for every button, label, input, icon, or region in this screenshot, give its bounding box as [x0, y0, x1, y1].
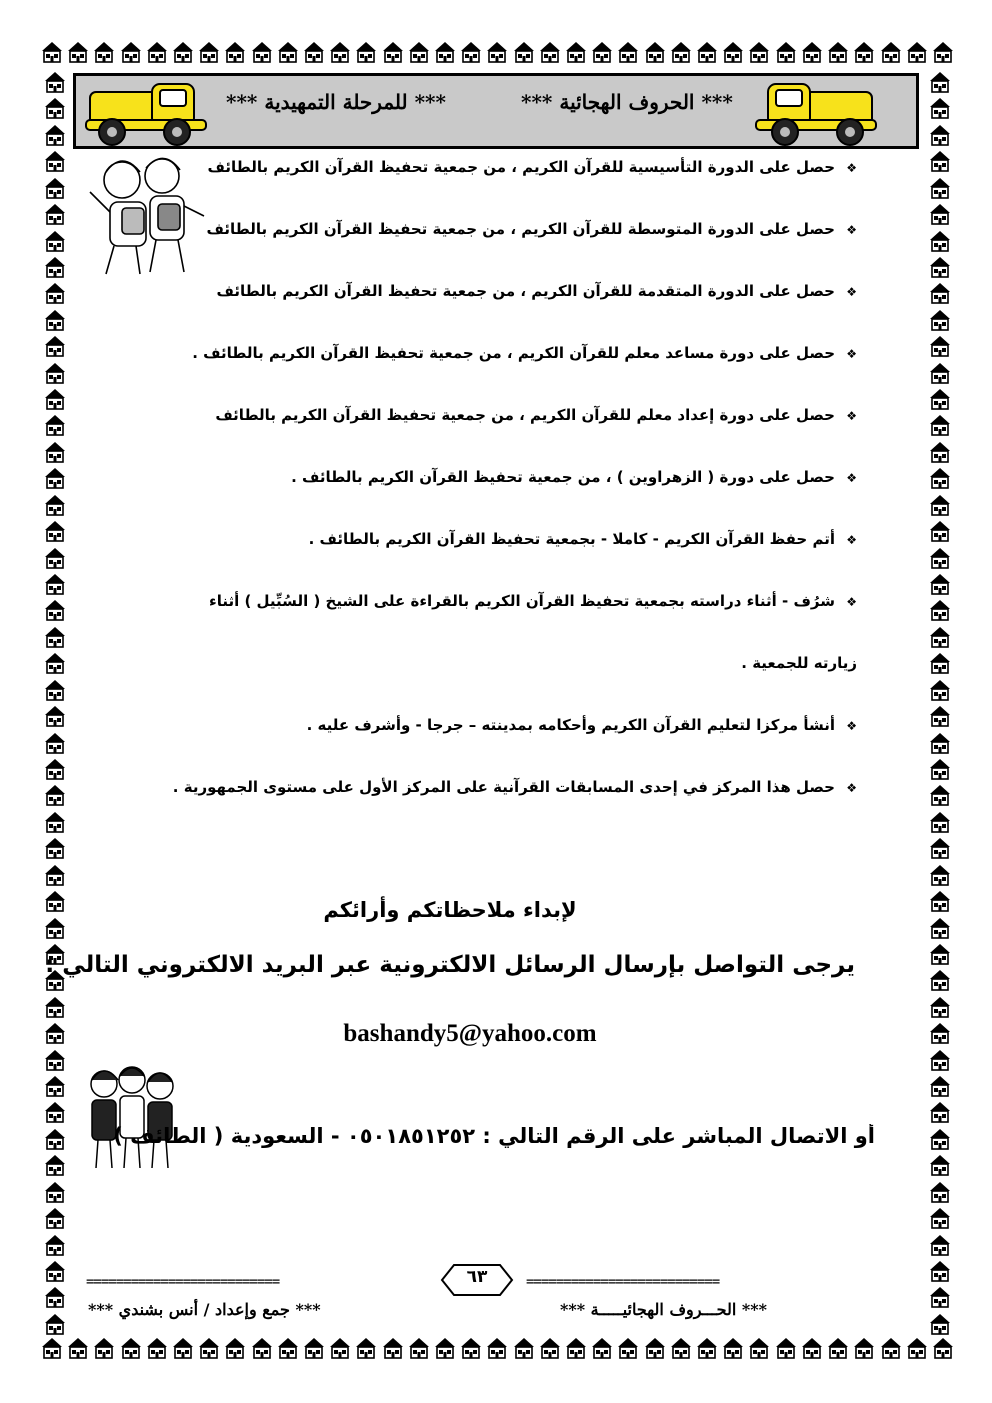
house-icon — [381, 1336, 405, 1360]
house-icon — [928, 572, 952, 596]
house-icon — [928, 96, 952, 120]
house-icon — [928, 255, 952, 279]
house-icon — [43, 123, 67, 147]
list-item: ❖ شرُف - أثناء دراسته بجمعية تحفيظ القرآن الكريم بالقراءة على الشيخ ( السُبِّيل ) أثناء — [209, 592, 857, 610]
house-icon — [43, 70, 67, 94]
house-icon — [826, 40, 850, 64]
house-icon — [43, 466, 67, 490]
house-icon — [459, 1336, 483, 1360]
house-icon — [485, 1336, 509, 1360]
house-icon — [43, 651, 67, 675]
house-icon — [276, 1336, 300, 1360]
bullet-diamond-icon: ❖ — [846, 781, 857, 795]
house-icon — [459, 40, 483, 64]
house-icon — [928, 361, 952, 385]
house-icon — [40, 40, 64, 64]
house-icon — [197, 1336, 221, 1360]
house-icon — [43, 783, 67, 807]
bullet-diamond-icon: ❖ — [846, 533, 857, 547]
footer-author: *** جمع وإعداد / أنس بشندي *** — [88, 1300, 321, 1319]
bullet-diamond-icon: ❖ — [846, 471, 857, 485]
house-icon — [43, 176, 67, 200]
house-icon — [590, 1336, 614, 1360]
three-kids-illustration — [84, 1062, 180, 1172]
house-icon — [616, 1336, 640, 1360]
house-icon — [43, 546, 67, 570]
house-icon — [43, 255, 67, 279]
list-item: ❖ أتم حفظ القرآن الكريم - كاملا - بجمعية تحفيظ القرآن الكريم بالطائف . — [308, 530, 857, 548]
footer-rule-right: ========================== — [526, 1274, 720, 1290]
house-icon — [905, 1336, 929, 1360]
house-icon — [928, 625, 952, 649]
house-icon — [928, 916, 952, 940]
header-title-right: *** الحروف الهجائية *** — [521, 90, 733, 114]
house-icon — [928, 704, 952, 728]
page-border-right — [925, 70, 955, 1336]
house-icon — [928, 493, 952, 517]
house-icon — [928, 731, 952, 755]
house-icon — [928, 1312, 952, 1336]
house-icon — [43, 493, 67, 517]
house-icon — [928, 1074, 952, 1098]
house-icon — [66, 40, 90, 64]
house-icon — [43, 916, 67, 940]
contact-title: لإبداء ملاحظاتكم وأرائكم — [323, 898, 577, 922]
house-icon — [43, 519, 67, 543]
house-icon — [43, 361, 67, 385]
house-icon — [43, 757, 67, 781]
bullet-diamond-icon: ❖ — [846, 409, 857, 423]
house-icon — [43, 1074, 67, 1098]
house-icon — [928, 1233, 952, 1257]
header-banner — [73, 73, 919, 149]
house-icon — [43, 1285, 67, 1309]
house-icon — [538, 40, 562, 64]
house-icon — [928, 413, 952, 437]
house-icon — [928, 281, 952, 305]
house-icon — [879, 1336, 903, 1360]
house-icon — [928, 1048, 952, 1072]
house-icon — [928, 889, 952, 913]
house-icon — [119, 40, 143, 64]
contact-phone-line: أو الاتصال المباشر على الرقم التالي : ٠٥٠١٨٥١٢٥٢ - السعودية ( الطائف ) — [113, 1124, 875, 1148]
house-icon — [564, 40, 588, 64]
house-icon — [905, 40, 929, 64]
house-icon — [512, 40, 536, 64]
house-icon — [43, 889, 67, 913]
house-icon — [931, 40, 955, 64]
house-icon — [852, 1336, 876, 1360]
house-icon — [302, 1336, 326, 1360]
house-icon — [928, 149, 952, 173]
house-icon — [747, 40, 771, 64]
house-icon — [928, 678, 952, 702]
house-icon — [928, 757, 952, 781]
house-icon — [433, 1336, 457, 1360]
list-item: ❖ حصل على الدورة التأسيسية للقرآن الكريم ، من جمعية تحفيظ القرآن الكريم بالطائف — [207, 158, 857, 176]
house-icon — [43, 731, 67, 755]
house-icon — [485, 40, 509, 64]
contact-subtitle: يرجى التواصل بإرسال الرسائل الالكترونية عبر البريد الالكتروني التالي : — [45, 952, 855, 978]
house-icon — [145, 1336, 169, 1360]
house-icon — [928, 1206, 952, 1230]
house-icon — [928, 1285, 952, 1309]
house-icon — [43, 598, 67, 622]
house-icon — [928, 440, 952, 464]
house-icon — [538, 1336, 562, 1360]
house-icon — [171, 40, 195, 64]
list-item: ❖ حصل على دورة مساعد معلم للقرآن الكريم ، من جمعية تحفيظ القرآن الكريم بالطائف . — [192, 344, 857, 362]
house-icon — [695, 1336, 719, 1360]
house-icon — [43, 281, 67, 305]
house-icon — [826, 1336, 850, 1360]
house-icon — [669, 40, 693, 64]
house-icon — [774, 1336, 798, 1360]
achievements-list — [105, 158, 857, 840]
house-icon — [354, 1336, 378, 1360]
house-icon — [43, 1259, 67, 1283]
house-icon — [928, 123, 952, 147]
house-icon — [43, 202, 67, 226]
contact-email[interactable]: bashandy5@yahoo.com — [343, 1020, 597, 1047]
house-icon — [40, 1336, 64, 1360]
house-icon — [928, 863, 952, 887]
house-icon — [66, 1336, 90, 1360]
house-icon — [43, 1048, 67, 1072]
house-icon — [43, 678, 67, 702]
house-icon — [43, 334, 67, 358]
house-icon — [643, 40, 667, 64]
house-icon — [928, 1259, 952, 1283]
page-border-top — [40, 40, 955, 70]
house-icon — [43, 836, 67, 860]
list-item: ❖ حصل هذا المركز في إحدى المسابقات القرآنية على المركز الأول على مستوى الجمهورية . — [172, 778, 857, 796]
bullet-diamond-icon: ❖ — [846, 223, 857, 237]
house-icon — [590, 40, 614, 64]
house-icon — [407, 40, 431, 64]
house-icon — [928, 836, 952, 860]
house-icon — [250, 1336, 274, 1360]
page-border-left — [40, 70, 70, 1336]
house-icon — [43, 149, 67, 173]
house-icon — [928, 783, 952, 807]
house-icon — [931, 1336, 955, 1360]
house-icon — [616, 40, 640, 64]
bullet-diamond-icon: ❖ — [846, 595, 857, 609]
bullet-diamond-icon: ❖ — [846, 719, 857, 733]
list-item: ❖ أنشأ مركزا لتعليم القرآن الكريم وأحكامه بمدينته – جرجا - وأشرف عليه . — [306, 716, 857, 734]
truck-icon — [82, 70, 214, 152]
house-icon — [43, 387, 67, 411]
house-icon — [302, 40, 326, 64]
house-icon — [928, 70, 952, 94]
house-icon — [92, 1336, 116, 1360]
list-item: ❖ حصل على دورة ( الزهراوين ) ، من جمعية تحفيظ القرآن الكريم بالطائف . — [291, 468, 857, 486]
house-icon — [43, 1180, 67, 1204]
house-icon — [276, 40, 300, 64]
house-icon — [43, 704, 67, 728]
house-icon — [879, 40, 903, 64]
footer-subject: *** الحـــروف الهجائيـــــة *** — [560, 1300, 767, 1319]
house-icon — [250, 40, 274, 64]
house-icon — [928, 387, 952, 411]
house-icon — [928, 308, 952, 332]
bullet-diamond-icon: ❖ — [846, 285, 857, 299]
house-icon — [721, 40, 745, 64]
truck-icon — [748, 70, 880, 152]
house-icon — [928, 1021, 952, 1045]
footer-rule-left: ========================== — [86, 1274, 280, 1290]
house-icon — [928, 968, 952, 992]
house-icon — [695, 40, 719, 64]
house-icon — [43, 413, 67, 437]
house-icon — [43, 810, 67, 834]
page-border-bottom — [40, 1336, 955, 1366]
house-icon — [43, 440, 67, 464]
house-icon — [928, 519, 952, 543]
house-icon — [852, 40, 876, 64]
house-icon — [43, 308, 67, 332]
house-icon — [43, 995, 67, 1019]
house-icon — [512, 1336, 536, 1360]
header-title-left: *** للمرحلة التمهيدية *** — [226, 90, 446, 114]
house-icon — [328, 40, 352, 64]
house-icon — [928, 546, 952, 570]
list-item: ❖ حصل على دورة إعداد معلم للقرآن الكريم ، من جمعية تحفيظ القرآن الكريم بالطائف — [215, 406, 857, 424]
house-icon — [928, 1180, 952, 1204]
house-icon — [92, 40, 116, 64]
house-icon — [928, 334, 952, 358]
house-icon — [43, 1312, 67, 1336]
house-icon — [643, 1336, 667, 1360]
house-icon — [43, 96, 67, 120]
house-icon — [928, 229, 952, 253]
page-number: ٦٣ — [466, 1267, 488, 1287]
house-icon — [928, 810, 952, 834]
house-icon — [928, 1100, 952, 1124]
house-icon — [774, 40, 798, 64]
house-icon — [223, 1336, 247, 1360]
house-icon — [747, 1336, 771, 1360]
bullet-diamond-icon: ❖ — [846, 161, 857, 175]
house-icon — [928, 942, 952, 966]
house-icon — [354, 40, 378, 64]
house-icon — [381, 40, 405, 64]
house-icon — [171, 1336, 195, 1360]
house-icon — [43, 1153, 67, 1177]
house-icon — [328, 1336, 352, 1360]
house-icon — [928, 176, 952, 200]
house-icon — [43, 1206, 67, 1230]
bullet-diamond-icon: ❖ — [846, 347, 857, 361]
list-item: ❖ حصل على الدورة المتوسطة للقرآن الكريم ، من جمعية تحفيظ القرآن الكريم بالطائف — [206, 220, 857, 238]
house-icon — [800, 40, 824, 64]
house-icon — [43, 625, 67, 649]
house-icon — [928, 995, 952, 1019]
house-icon — [43, 572, 67, 596]
house-icon — [564, 1336, 588, 1360]
house-icon — [145, 40, 169, 64]
house-icon — [223, 40, 247, 64]
house-icon — [928, 466, 952, 490]
house-icon — [928, 1127, 952, 1151]
house-icon — [928, 1153, 952, 1177]
list-item-continuation: زيارته للجمعية . — [741, 654, 857, 672]
house-icon — [43, 229, 67, 253]
house-icon — [43, 1233, 67, 1257]
list-item: ❖ حصل على الدورة المتقدمة للقرآن الكريم ، من جمعية تحفيظ القرآن الكريم بالطائف — [216, 282, 857, 300]
house-icon — [407, 1336, 431, 1360]
house-icon — [197, 40, 221, 64]
house-icon — [119, 1336, 143, 1360]
house-icon — [43, 863, 67, 887]
house-icon — [928, 598, 952, 622]
house-icon — [43, 1021, 67, 1045]
house-icon — [928, 651, 952, 675]
house-icon — [928, 202, 952, 226]
house-icon — [669, 1336, 693, 1360]
house-icon — [800, 1336, 824, 1360]
house-icon — [721, 1336, 745, 1360]
house-icon — [433, 40, 457, 64]
house-icon — [43, 1100, 67, 1124]
house-icon — [43, 1127, 67, 1151]
